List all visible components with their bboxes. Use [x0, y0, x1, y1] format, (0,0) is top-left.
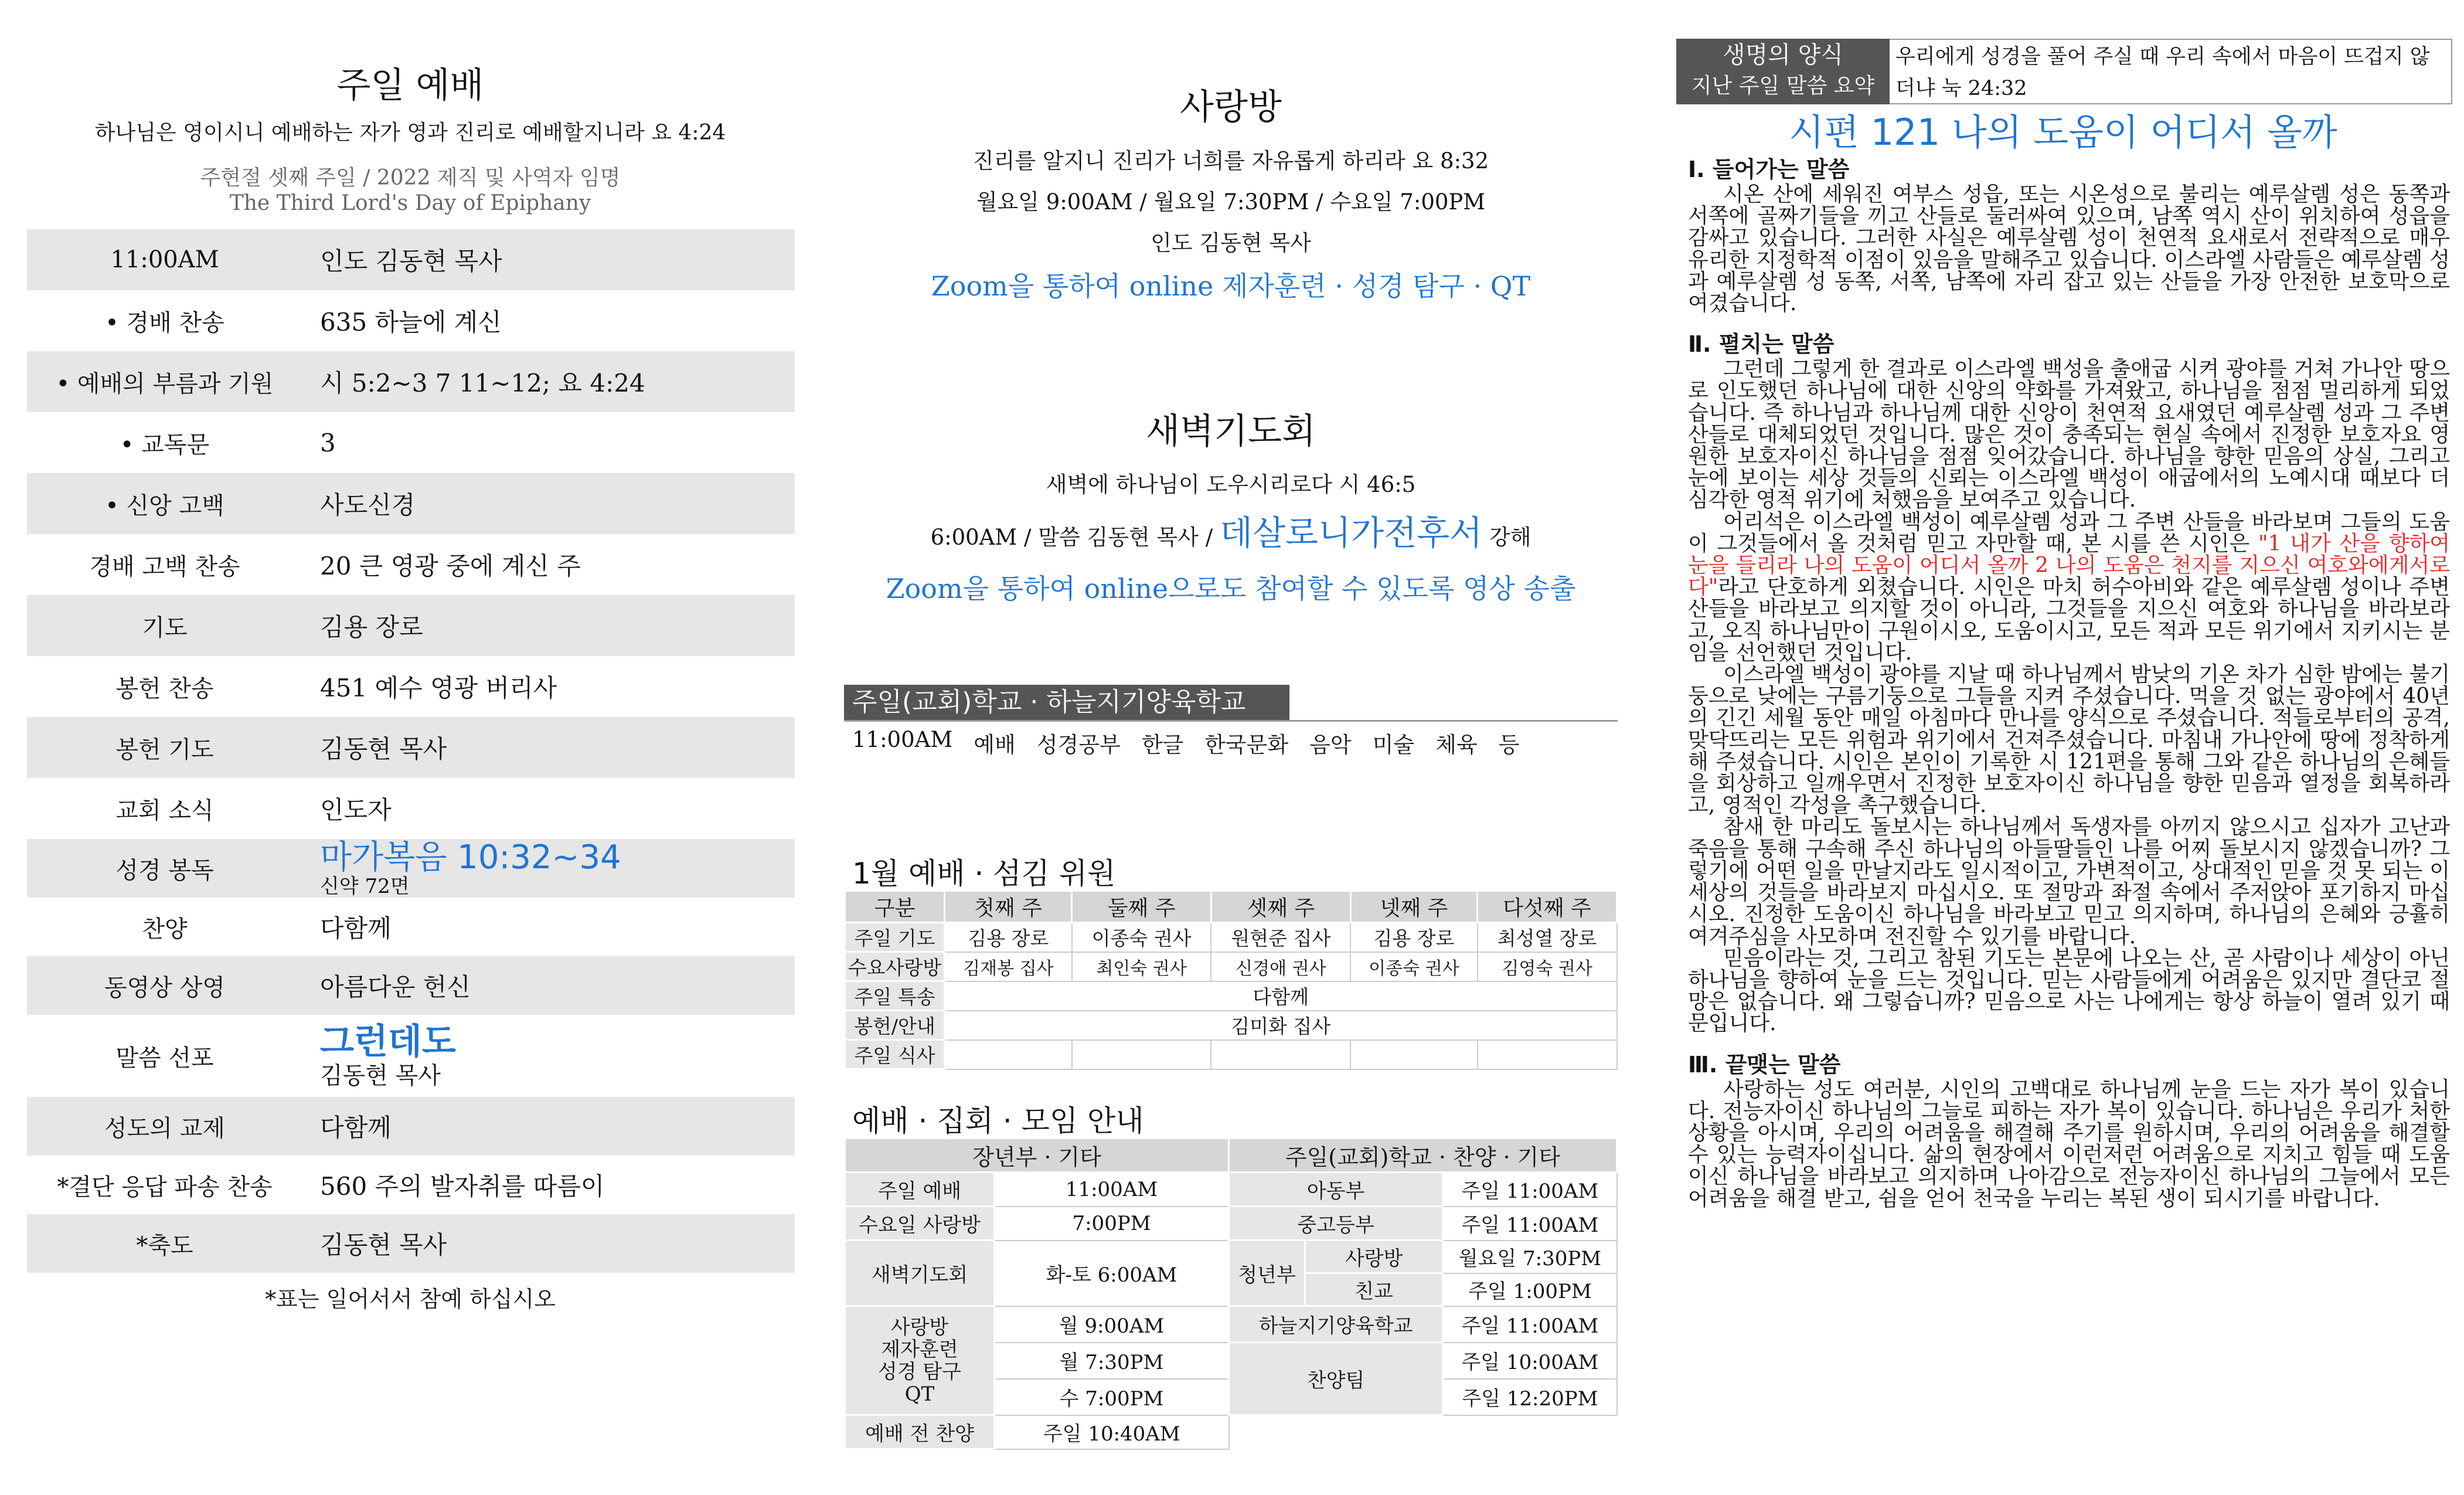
order-label: 찬양 [142, 915, 188, 943]
summary-tag-title: 생명의 양식 [1723, 42, 1843, 69]
guide-time: 월 9:00AM [995, 1306, 1229, 1343]
guide-time: 수 7:00PM [995, 1379, 1229, 1415]
committee-cell: 신경애 권사 [1211, 952, 1350, 981]
committee-cell: 최성열 장로 [1478, 923, 1617, 952]
guide-time: 주일 11:00AM [1443, 1173, 1617, 1207]
summary-top-verse: 우리에게 성경을 풀어 주실 때 우리 속에서 마음이 뜨겁지 않더냐 눅 24:32 [1890, 39, 2452, 104]
committee-cell: 이종숙 권사 [1072, 923, 1211, 952]
committee-row-label: 수요사랑방 [845, 952, 945, 981]
summary-paragraph: 사랑하는 성도 여러분, 시인의 고백대로 하나님께 눈을 드는 자가 복이 있습니다. 전능자이신 하나님의 그늘로 피하는 자가 복이 있습니다. 하나님은 우리가 처한 상황을 아시며, 우리의 어려움을 해결해 주기를 원하시며, 우리의 어려움을 해결할 수 있는 능력자이십니다. 삶의 현장에서 이런저런 어려움으로 지치고 힘들 때 도움이신 하나님을 바라보고 의지하며 나아감으로 전능자이신 하나님의 그늘에서 모든 어려움을 해결 받고, 쉼을 얻어 천국을 누리는 복된 생이 되시기를 바랍니다. [1688, 1077, 2450, 1211]
sarangbang-verse: 진리를 알지니 진리가 너희를 자유롭게 하리라 요 8:32 [972, 148, 1489, 174]
order-value: 451 예수 영광 버리사 [320, 674, 557, 702]
committee-cell: 김재봉 집사 [945, 952, 1072, 981]
order-label: 성도의 교제 [104, 1115, 225, 1142]
guide-label: 수요일 사랑방 [845, 1207, 995, 1241]
committee-cell [945, 1040, 1072, 1069]
order-row [27, 351, 795, 412]
section-heading: Ⅱ. 펼치는 말씀 [1688, 331, 1835, 358]
summary-paragraph: 참새 한 마리도 돌보시는 하나님께서 독생자를 아끼지 않으시고 십자가 고난과 죽음을 통해 구속해 주신 하나님의 아들딸들인 나를 어찌 돌보시지 않겠습니까? 그렇기에 어떤 일을 만날지라도 일시적이고, 가변적이고, 상대적인 믿을 것 못 되는 이 세상의 것들을 바라보지 마십시오. 또 절망과 좌절 속에서 주저앉아 포기하지 마십시오. 진정한 도움이신 하나님을 바라보고 믿고 의지하며, 하나님의 은혜와 긍휼히 여겨주심을 사모하며 전진할 수 있기를 바랍니다. [1688, 815, 2450, 949]
guide-time: 7:00PM [995, 1207, 1229, 1241]
committee-table [844, 890, 1618, 1070]
order-label: 봉헌 기도 [115, 736, 214, 763]
committee-cell: 원현준 집사 [1211, 923, 1350, 952]
school-item: 체육 [1435, 732, 1478, 757]
committee-header: 첫째 주 [945, 891, 1072, 923]
order-row [27, 229, 795, 290]
committee-row-label: 주일 식사 [845, 1040, 945, 1069]
sarangbang-title: 사랑방 [1180, 87, 1282, 128]
guide-label: 찬양팀 [1229, 1343, 1443, 1415]
order-row [27, 717, 795, 778]
dawn-time-prefix: 6:00AM / 말씀 김동현 목사 / [930, 525, 1213, 550]
summary-paragraph: 믿음이라는 것, 그리고 참된 기도는 본문에 나오는 산, 곧 사람이나 세상이 아닌 하나님을 향하여 눈을 드는 것입니다. 믿는 사람들에게 어려움은 있지만 결단코 절망은 없습니다. 왜 그렇습니까? 믿음으로 사는 나에게는 항상 하늘이 열려 있기 때문입니다. [1688, 946, 2450, 1036]
order-value: 635 하늘에 계신 [320, 308, 502, 337]
summary-title: 시편 121 나의 도움이 어디서 올까 [1789, 111, 2337, 154]
order-label: • 교독문 [120, 431, 210, 458]
guide-time: 주일 10:40AM [995, 1415, 1229, 1449]
reading-row [27, 839, 795, 898]
committee-header: 넷째 주 [1350, 891, 1477, 923]
dawn-time-suffix: 강해 [1489, 525, 1532, 550]
committee-title: 1월 예배 · 섬김 위원 [852, 857, 1116, 891]
guide-table [844, 1137, 1618, 1450]
order-row [27, 534, 795, 595]
school-item: 예배 [974, 732, 1016, 757]
section-heading: Ⅲ. 끝맺는 말씀 [1688, 1051, 1841, 1078]
order-row [27, 956, 795, 1015]
reading-page: 신약 72면 [320, 875, 410, 898]
committee-cell [1350, 1040, 1477, 1069]
school-item: 한국문화 [1204, 732, 1289, 757]
guide-time: 주일 11:00AM [1443, 1306, 1617, 1343]
order-row [27, 1097, 795, 1156]
guide-title: 예배 · 집회 · 모임 안내 [852, 1104, 1144, 1138]
guide-label: 친교 [1305, 1273, 1443, 1306]
order-row [27, 595, 795, 656]
committee-cell [1478, 1040, 1617, 1069]
committee-header: 둘째 주 [1072, 891, 1211, 923]
standing-footnote: *표는 일어서서 참예 하십시오 [265, 1286, 556, 1312]
school-title: 주일(교회)학교 · 하늘지기양육학교 [844, 685, 1289, 720]
guide-time: 주일 12:20PM [1443, 1379, 1617, 1415]
sarangbang-times: 월요일 9:00AM / 월요일 7:30PM / 수요일 7:00PM [976, 189, 1486, 215]
guide-label: 중고등부 [1229, 1207, 1443, 1241]
summary-tag-sub: 지난 주일 말씀 요약 [1691, 74, 1875, 98]
guide-label: 예배 전 찬양 [845, 1415, 995, 1449]
dawn-book: 데살로니가전후서 [1219, 513, 1483, 553]
worship-title: 주일 예배 [336, 65, 484, 106]
guide-line: 성경 탐구 [877, 1360, 962, 1384]
order-label: • 경배 찬송 [105, 309, 224, 337]
order-value: 사도신경 [320, 491, 416, 519]
order-value: 아름다운 헌신 [320, 973, 471, 1001]
order-label: 말씀 선포 [115, 1044, 214, 1072]
order-value: 560 주의 발자취를 따름이 [320, 1172, 605, 1201]
guide-line: QT [904, 1382, 935, 1406]
committee-cell: 김용 장로 [1350, 923, 1477, 952]
guide-time: 월 7:30PM [995, 1343, 1229, 1379]
order-row [27, 778, 795, 839]
guide-label: 주일 예배 [845, 1173, 995, 1207]
order-list [23, 229, 797, 1273]
order-row [27, 473, 795, 534]
school-item: 성경공부 [1036, 732, 1121, 757]
guide-line: 사랑방 [890, 1315, 949, 1339]
committee-cell: 최인숙 권사 [1072, 952, 1211, 981]
school-item: 음악 [1309, 732, 1352, 757]
dawn-prayer-title: 새벽기도회 [1146, 411, 1316, 452]
committee-row-label: 주일 특송 [845, 981, 945, 1011]
dawn-prayer-verse: 새벽에 하나님이 도우시리로다 시 46:5 [1046, 472, 1416, 497]
order-value: 다함께 [320, 1113, 392, 1142]
committee-row-label: 주일 기도 [845, 923, 945, 952]
school-item: 한글 [1141, 732, 1184, 757]
sermon-preacher: 김동현 목사 [320, 1062, 441, 1089]
committee-header: 다섯째 주 [1478, 891, 1617, 923]
guide-head-right: 주일(교회)학교 · 찬양 · 기타 [1229, 1139, 1617, 1173]
order-label: *축도 [136, 1232, 193, 1259]
order-value: 다함께 [320, 914, 392, 943]
order-row [27, 290, 795, 351]
guide-time: 주일 11:00AM [1443, 1207, 1617, 1241]
order-label: 11:00AM [110, 246, 219, 273]
order-label: 봉헌 찬송 [115, 675, 214, 702]
section-heading: Ⅰ. 들어가는 말씀 [1688, 157, 1850, 182]
order-value: 인도자 [320, 796, 392, 824]
committee-cell: 김미화 집사 [945, 1011, 1617, 1040]
committee-cell [1211, 1040, 1350, 1069]
committee-header: 구분 [845, 891, 945, 923]
dawn-prayer-zoom: Zoom을 통하여 online으로도 참여할 수 있도록 영상 송출 [886, 573, 1576, 604]
summary-paragraph: 시온 산에 세워진 여부스 성읍, 또는 시온성으로 불리는 예루살렘 성은 동쪽과 서쪽에 골짜기들을 끼고 산들로 둘러싸여 있으며, 남쪽 역시 산이 위치하여 성읍을 감싸고 있습니다. 그러한 사실은 예루살렘 성이 천연적 요새로서 전략적으로 매우 유리한 지정학적 이점이 있음을 말해주고 있습니다. 이스라엘 사람들은 예루살렘 성과 예루살렘 성 동쪽, 서쪽, 남쪽에 자리 잡고 있는 산들을 가장 안전한 보호막으로 여겼습니다. [1688, 182, 2450, 316]
committee-cell: 이종숙 권사 [1350, 952, 1477, 981]
order-row [27, 412, 795, 473]
order-value: 김용 장로 [320, 613, 423, 641]
order-value: 김동현 목사 [320, 1231, 447, 1259]
order-row [27, 656, 795, 717]
school-items [852, 727, 1519, 759]
sarangbang-leader: 인도 김동현 목사 [1151, 230, 1311, 256]
summary-paragraph [1688, 511, 2450, 664]
paragraph-text: 라고 단호하게 외쳤습니다. 시인은 마치 허수아비와 같은 예루살렘 성이나 주변 산들을 바라보고 의지할 것이 아니라, 그것들을 지으신 여호와 하나님을 바라보라고, 오직 하나님만이 구원이시오, 도움이시고, 모든 적과 모든 위기에서 지키시는 분임을 선언했던 것입니다. [1688, 575, 2450, 665]
guide-head-left: 장년부 · 기타 [845, 1139, 1229, 1173]
guide-label: 청년부 [1229, 1241, 1305, 1306]
order-row [27, 1156, 795, 1214]
order-value: 20 큰 영광 중에 계신 주 [320, 552, 581, 580]
guide-label: 하늘지기양육학교 [1229, 1306, 1443, 1343]
sermon-row [27, 1015, 795, 1097]
guide-label: 아동부 [1229, 1173, 1443, 1207]
guide-label: 새벽기도회 [845, 1241, 995, 1306]
sarangbang-zoom: Zoom을 통하여 online 제자훈련 · 성경 탐구 · QT [931, 270, 1531, 302]
guide-label: 사랑방 [1305, 1241, 1443, 1273]
order-label: *결단 응답 파송 찬송 [57, 1173, 273, 1201]
committee-cell: 다함께 [945, 981, 1617, 1011]
order-value: 김동현 목사 [320, 735, 447, 763]
order-label: 경배 고백 찬송 [89, 553, 240, 580]
order-value [302, 1022, 795, 1090]
guide-time: 주일 10:00AM [1443, 1343, 1617, 1379]
school-item: 등 [1498, 732, 1520, 757]
order-label: • 신앙 고백 [105, 492, 224, 519]
summary-tag [1676, 39, 1890, 104]
order-value: 인도 김동현 목사 [320, 247, 502, 276]
worship-order-column [23, 0, 797, 1495]
announcements-column [844, 0, 1618, 1495]
worship-subtitle-en: The Third Lord's Day of Epiphany [229, 191, 591, 215]
sermon-title: 그런데도 [320, 1021, 456, 1062]
guide-time: 주일 1:00PM [1443, 1273, 1617, 1306]
guide-time: 월요일 7:30PM [1443, 1241, 1617, 1273]
sermon-summary-column [1676, 0, 2450, 1495]
order-label: 동영상 상영 [104, 974, 225, 1001]
order-value: 3 [320, 428, 336, 457]
worship-subtitle: 주현절 셋째 주일 / 2022 제직 및 사역자 임명 [200, 166, 621, 190]
order-label: 교회 소식 [115, 797, 214, 824]
committee-row-label: 봉헌/안내 [845, 1011, 945, 1040]
order-label: 기도 [142, 614, 188, 641]
school-item: 미술 [1372, 732, 1415, 757]
order-value: 시 5:2~3 7 11~12; 요 4:24 [320, 369, 645, 397]
paragraph-text: 어리석은 이스라엘 백성이 예루살렘 성과 그 주변 산들을 바라보며 그들의 도움이 그것들에서 올 것처럼 믿고 자만할 때, 본 시를 쓴 시인은 [1688, 509, 2450, 556]
school-item: 11:00AM [852, 727, 953, 752]
committee-cell: 김용 장로 [945, 923, 1072, 952]
quoted-verse: "1 내가 산을 향하여 눈을 들리라 나의 도움이 어디서 올까 2 나의 도움은 천지를 지으신 여호와에게서로다" [1688, 531, 2450, 600]
summary-paragraph: 이스라엘 백성이 광야를 지날 때 하나님께서 밤낮의 기온 차가 심한 밤에는 불기둥으로 낮에는 구름기둥으로 그들을 지켜 주셨습니다. 먹을 것 없는 광야에서 40년의 긴긴 세월 동안 매일 아침마다 만나를 양식으로 주셨습니다. 적들로부터의 공격, 맞닥뜨리는 모든 위험과 위기에서 건져주셨습니다. 마침내 가나안에 땅에 정착하게 해 주셨습니다. 시인은 본인이 기록한 시 121편을 통해 그와 같은 하나님의 은혜들을 회상하고 일깨우면서 진정한 보호자이신 하나님을 향한 믿음과 열정을 회복하라고, 영적인 각성을 촉구했습니다. [1688, 662, 2450, 818]
committee-header: 셋째 주 [1211, 891, 1350, 923]
reading-passage: 마가복음 10:32~34 [320, 838, 621, 876]
summary-body [1688, 151, 2450, 1209]
guide-time: 화-토 6:00AM [995, 1241, 1229, 1306]
order-row [27, 1214, 795, 1273]
dawn-prayer-time [844, 505, 1618, 555]
summary-paragraph: 그런데 그렇게 한 결과로 이스라엘 백성을 출애굽 시켜 광야를 거쳐 가나안 땅으로 인도했던 하나님에 대한 신앙의 약화를 가져왔고, 하나님을 점점 멀리하게 되었습니다. 즉 하나님과 하나님께 대한 신앙이 천연적 요새였던 예루살렘 성과 그 주변 산들로 대체되었던 것입니다. 많은 것이 충족되는 현실 속에서 진정한 보호자요 영원한 보호자이신 하나님을 점점 잊어갔습니다. 하나님을 향한 믿음의 상실, 그리고 눈에 보이는 세상 것들의 신뢰는 이스라엘 백성이 애굽에서의 노예시대 때보다 더 심각한 영적 위기에 처했음을 보여주고 있습니다. [1688, 357, 2450, 512]
committee-cell: 김영숙 권사 [1478, 952, 1617, 981]
guide-line: 제자훈련 [881, 1337, 958, 1361]
order-label: • 예배의 부름과 기원 [56, 370, 274, 397]
guide-label [845, 1306, 995, 1415]
committee-cell [1072, 1040, 1211, 1069]
worship-verse: 하나님은 영이시니 예배하는 자가 영과 진리로 예배할지니라 요 4:24 [94, 121, 726, 145]
order-value [302, 840, 795, 897]
order-label: 성경 봉독 [115, 857, 214, 884]
guide-time: 11:00AM [995, 1173, 1229, 1207]
order-row [27, 898, 795, 956]
